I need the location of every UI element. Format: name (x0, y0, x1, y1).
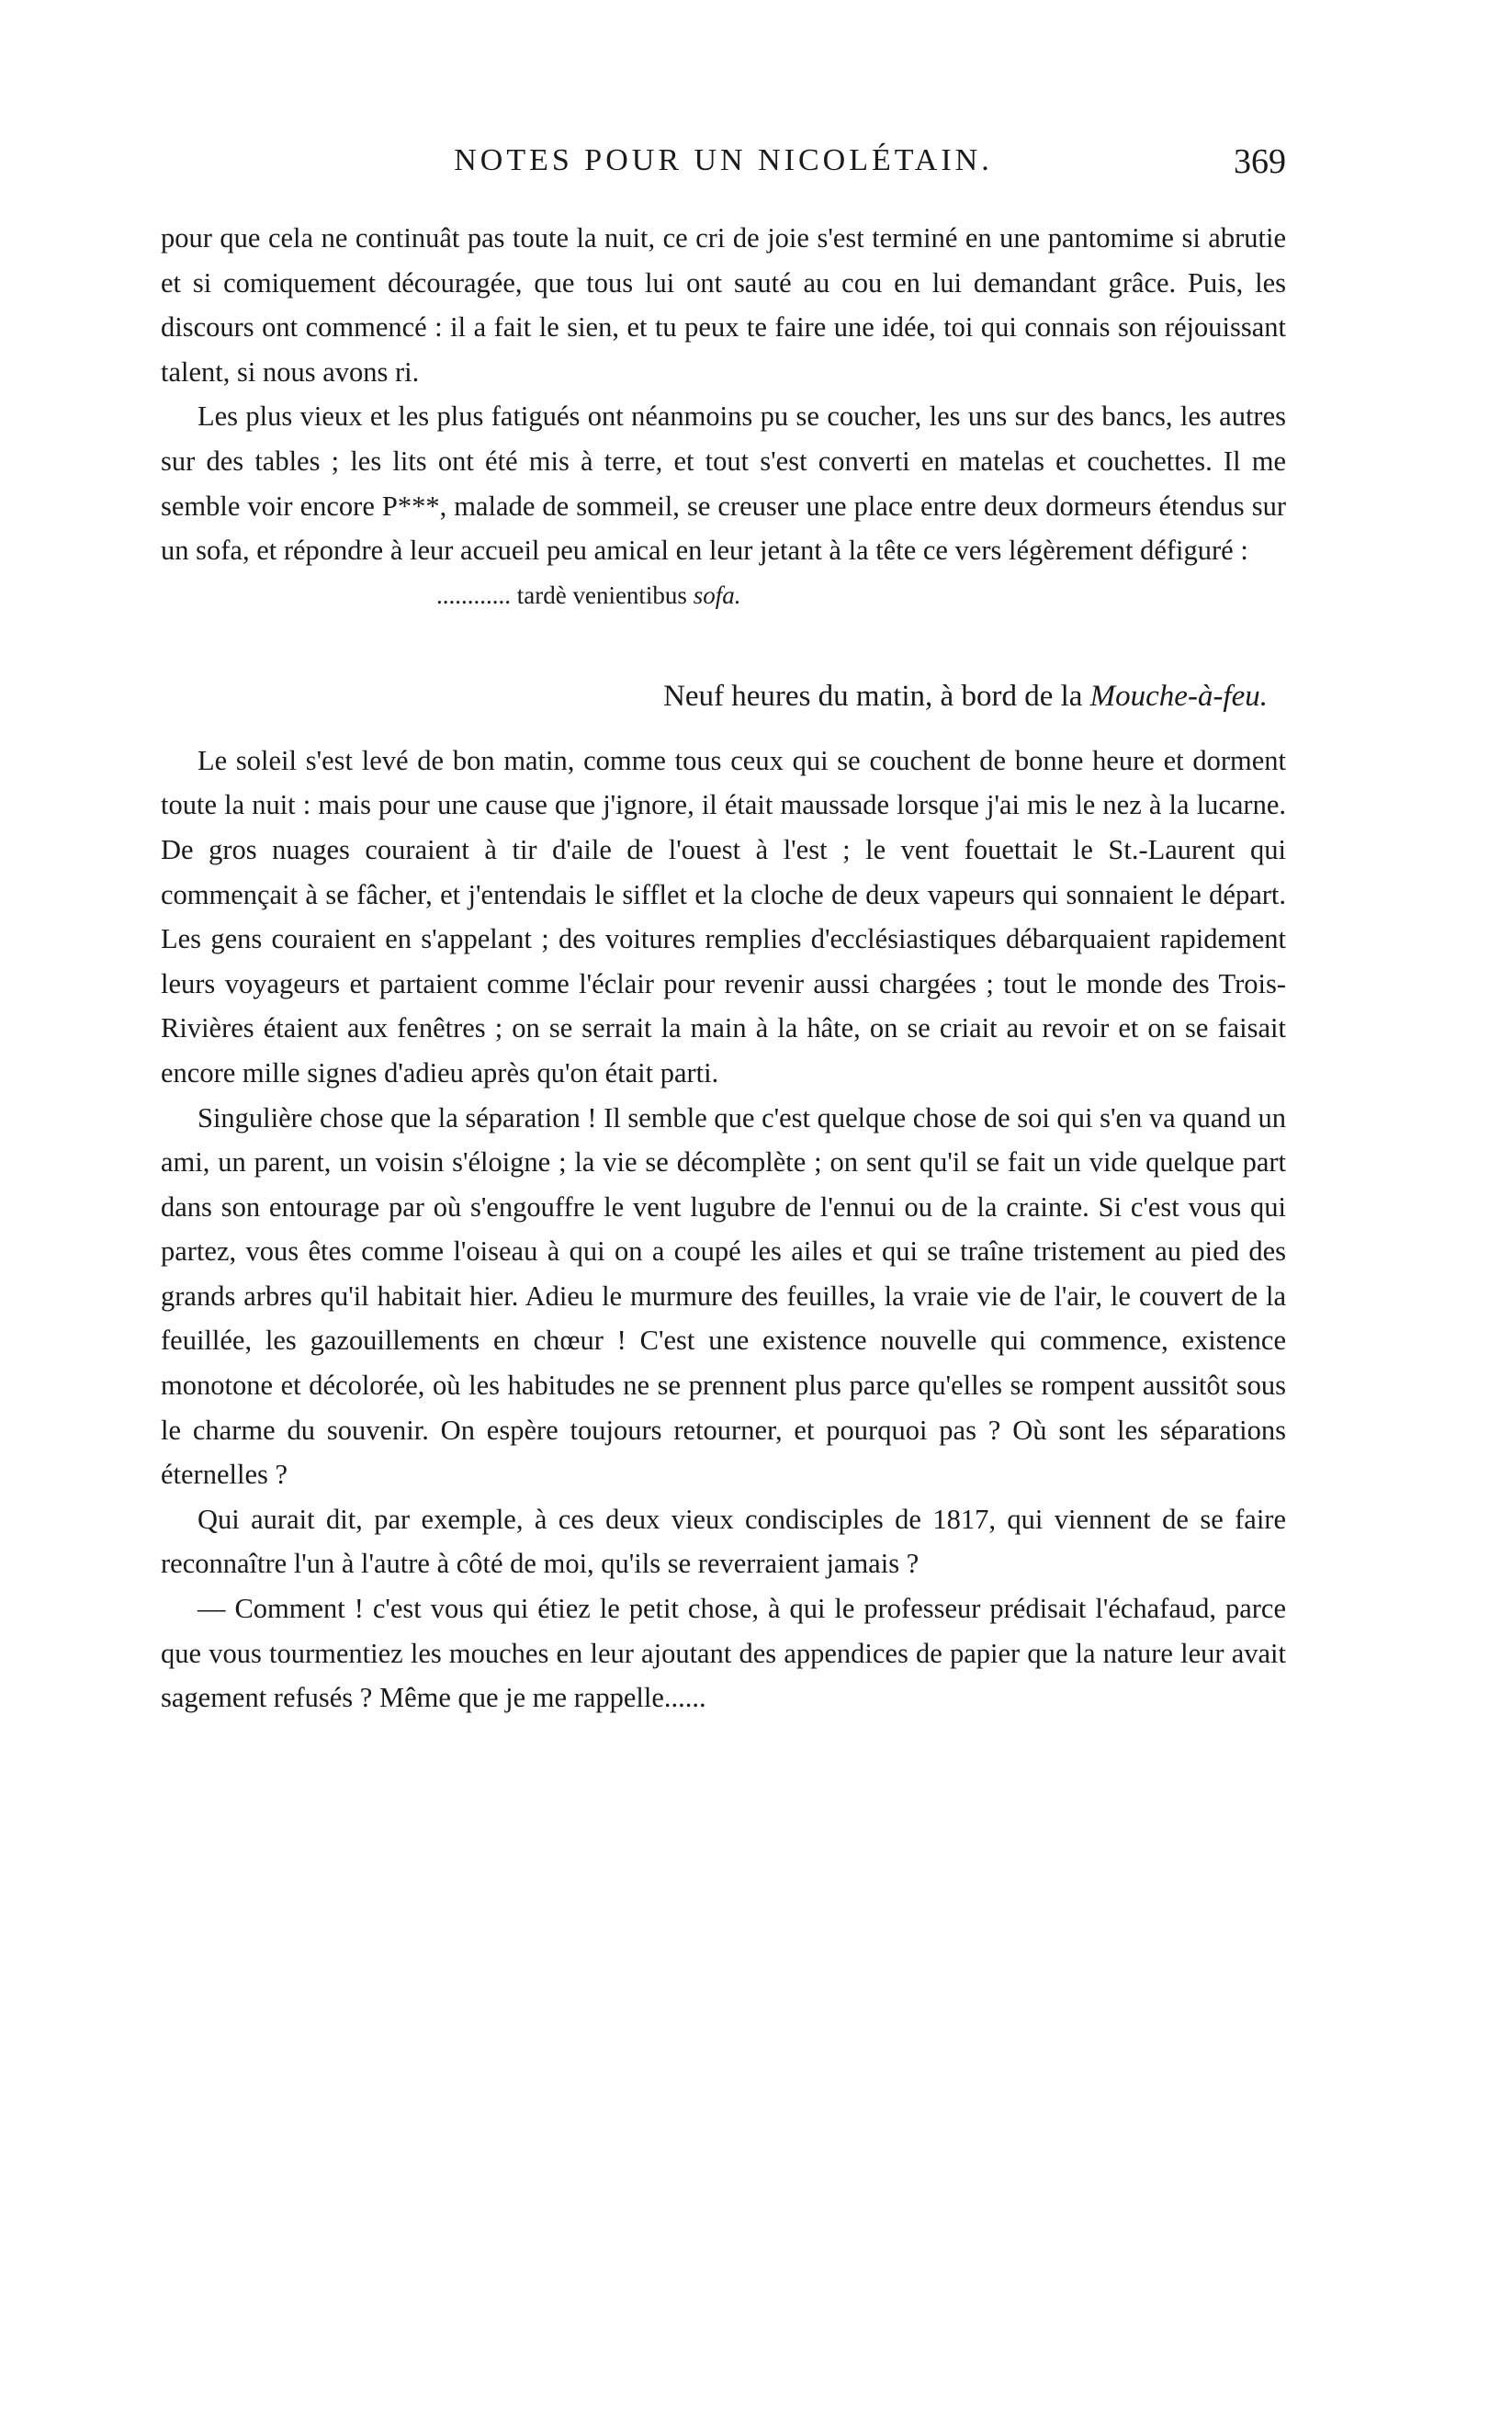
paragraph-continuation: pour que cela ne continuât pas toute la nuit, ce cri de joie s'est terminé en une pantomime si abrutie et si comiquement découragée, que tous lui ont sauté au cou en lui demandant grâce. Puis, les discours ont commencé : il a fait le sien, et tu peux te faire une idée, toi qui connais son réjouissant talent, si nous avons ri. (161, 222, 1286, 388)
latin-quote (161, 573, 1286, 617)
quote-text: ............ tardè venientibus (436, 581, 694, 609)
ship-name: Mouche-à-feu. (1089, 679, 1268, 713)
paragraph-dialogue: — Comment ! c'est vous qui étiez le petit chose, à qui le professeur prédisait l'échafaud, parce que vous tourmentiez les mouches en leur ajoutant des appendices de papier que la nature leur avait sagement refusés ? Même que je me rappelle...... (161, 1593, 1286, 1714)
paragraph-morning: Le soleil s'est levé de bon matin, comme tous ceux qui se couchent de bonne heure et dorment toute la nuit : mais pour une cause que j'ignore, il était maussade lorsque j'ai mis le nez à la lucarne. De gros nuages couraient à tir d'aile de l'ouest à l'est ; le vent fouettait le St.-Laurent qui commençait à se fâcher, et j'entendais le sifflet et la cloche de deux vapeurs qui sonnaient le départ. Les gens couraient en s'appelant ; des voitures remplies d'ecclésiastiques débarquaient rapidement leurs voyageurs et partaient comme l'éclair pour revenir aussi chargées ; tout le monde des Trois-Rivières étaient aux fenêtres ; on se serrait la main à la hâte, on se criait au revoir et on se faisait encore mille signes d'adieu après qu'on était parti. (161, 744, 1286, 1089)
running-header (161, 140, 1286, 195)
running-title: NOTES POUR UN NICOLÉTAIN. (454, 143, 993, 177)
body-text (161, 216, 1286, 1720)
paragraph-separation: Singulière chose que la séparation ! Il semble que c'est quelque chose de soi qui s'en va quand un ami, un parent, un voisin s'éloigne ; la vie se décomplète ; on sent qu'il se fait un vide quelque part dans son entourage par où s'engouffre le vent lugubre de l'ennui ou de la crainte. Si c'est vous qui partez, vous êtes comme l'oiseau à qui on a coupé les ailes et qui se traîne tristement au pied des grands arbres qu'il habitait hier. Adieu le murmure des feuilles, la vraie vie de l'air, le couvert de la feuillée, les gazouillements en chœur ! C'est une existence nouvelle qui commence, existence monotone et décolorée, où les habitudes ne se prennent plus parce qu'elles se rompent aussitôt sous le charme du souvenir. On espère toujours retourner, et pourquoi pas ? Où sont les séparations éternelles ? (161, 1101, 1286, 1491)
paragraph-condisciples: Qui aurait dit, par exemple, à ces deux vieux condisciples de 1817, qui viennent de se faire reconnaître l'un à l'autre à côté de moi, qu'ils se reverraient jamais ? (161, 1503, 1286, 1580)
section-heading (161, 674, 1286, 718)
section-heading-text: Neuf heures du matin, à bord de la (663, 679, 1090, 713)
quote-italic-word: sofa. (693, 581, 741, 609)
page-number: 369 (1234, 142, 1286, 181)
paragraph-sleepers: Les plus vieux et les plus fatigués ont néanmoins pu se coucher, les uns sur des bancs, les autres sur des tables ; les lits ont été mis à terre, et tout s'est converti en matelas et couchettes. Il me semble voir encore P***, malade de sommeil, se creuser une place entre deux dormeurs étendus sur un sofa, et répondre à leur accueil peu amical en leur jetant à la tête ce vers légèrement défiguré : (161, 400, 1286, 567)
